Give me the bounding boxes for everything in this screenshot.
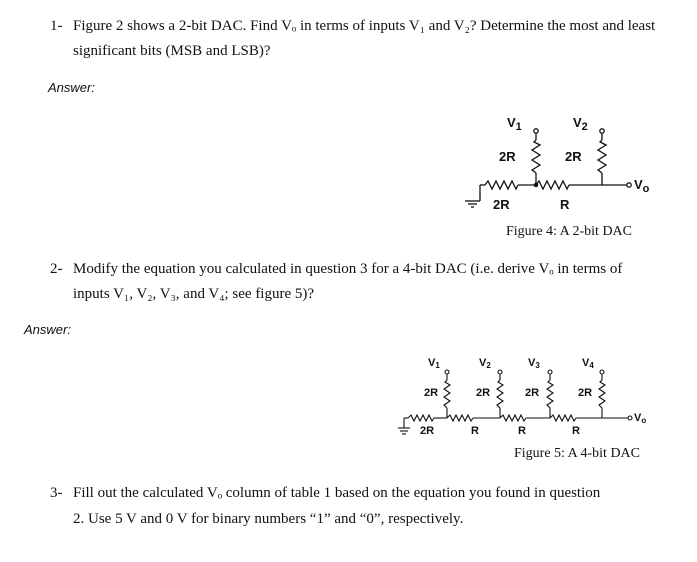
label-vo: Vo	[634, 412, 647, 425]
label-2r-1: 2R	[424, 387, 439, 399]
resistor-2r-v1	[532, 140, 540, 173]
label-r-series-2: R	[518, 425, 526, 437]
figure-5-caption: Figure 5: A 4-bit DAC	[514, 446, 641, 461]
vo-terminal	[628, 416, 632, 420]
label-2r-v1: 2R	[499, 149, 516, 164]
label-v2: V2	[479, 357, 491, 370]
resistor-2r-v2	[598, 140, 606, 173]
q1-text-line2: significant bits (MSB and LSB)?	[73, 43, 271, 59]
label-r-series-1: R	[471, 425, 479, 437]
resistor-2r-v2	[497, 380, 503, 408]
q3-number: 3-	[50, 485, 63, 501]
resistor-2r-v3	[547, 380, 553, 408]
v2-terminal	[600, 129, 604, 133]
q2-text-line1: Modify the equation you calculated in question 3 for a 4-bit DAC (i.e. derive Vₒ in terms of	[73, 261, 623, 277]
label-v1: $V_1$	[507, 115, 522, 133]
label-2r-ground: 2R	[420, 425, 435, 437]
label-r-series-3: R	[572, 425, 580, 437]
q2-text-line2: inputs V₁, V₂, V₃, and V₄; see figure 5)?	[73, 286, 315, 302]
label-v3: V3	[528, 357, 540, 370]
answer-label-1: Answer:	[48, 80, 95, 95]
resistor-2r-v1	[444, 380, 450, 408]
q3-text-line1: Fill out the calculated Vₒ column of table 1 based on the equation you found in question	[73, 485, 601, 501]
resistor-r-series-1	[447, 415, 473, 421]
q1-text-line1: Figure 2 shows a 2-bit DAC. Find Vₒ in terms of inputs V₁ and V₂? Determine the most and least	[73, 18, 656, 34]
resistor-2r-ground	[485, 181, 518, 189]
q2-number: 2-	[50, 261, 63, 277]
resistor-r-series-3	[550, 415, 576, 421]
resistor-2r-v4	[599, 380, 605, 408]
label-v4: V4	[582, 357, 594, 370]
label-vo: $V_o$	[634, 177, 650, 195]
label-2r-3: 2R	[525, 387, 540, 399]
q3-text-line2: 2. Use 5 V and 0 V for binary numbers “1” and “0”, respectively.	[73, 511, 464, 527]
label-2r-ground: 2R	[493, 197, 510, 212]
label-2r-4: 2R	[578, 387, 593, 399]
resistor-r-series-2	[500, 415, 526, 421]
label-v2: $V_2$	[573, 115, 588, 133]
label-2r-2: 2R	[476, 387, 491, 399]
vo-terminal	[627, 183, 631, 187]
q1-number: 1-	[50, 18, 63, 34]
figure-4-circuit	[455, 105, 665, 217]
resistor-2r-ground	[408, 415, 434, 421]
answer-label-2: Answer:	[24, 322, 71, 337]
figure-5-circuit	[390, 350, 685, 442]
label-r-series: R	[560, 197, 570, 212]
figure-4-caption: Figure 4: A 2-bit DAC	[506, 224, 633, 239]
resistor-r-series	[536, 181, 569, 189]
label-2r-v2: 2R	[565, 149, 582, 164]
label-v1: V1	[428, 357, 440, 370]
v1-terminal	[534, 129, 538, 133]
